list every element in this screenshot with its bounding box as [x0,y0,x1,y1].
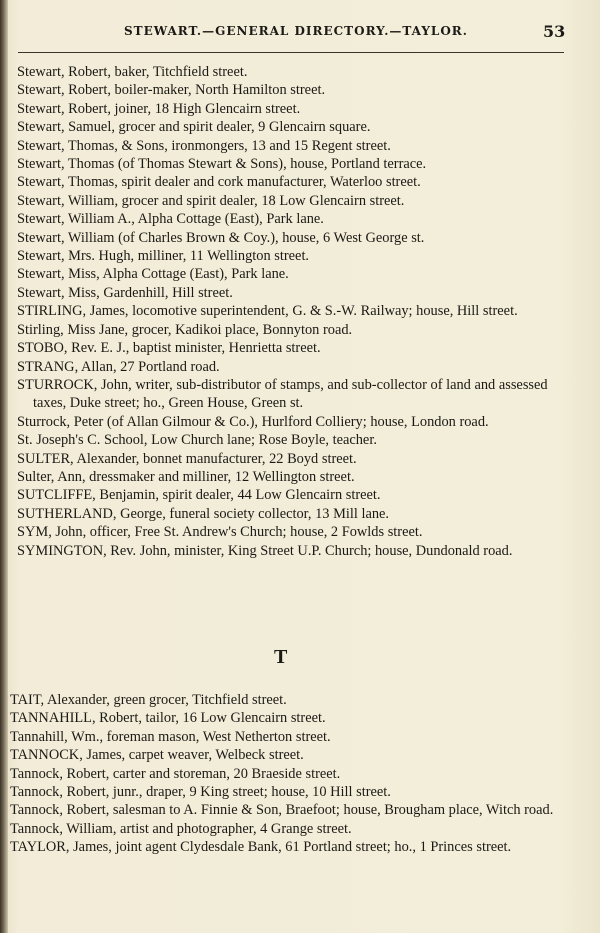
directory-entry: STRANG, Allan, 27 Portland road. [17,358,220,375]
directory-entry: Sturrock, Peter (of Allan Gilmour & Co.), Hurlford Colliery; house, London road. [17,413,489,430]
directory-entry: St. Joseph's C. School, Low Church lane; Rose Boyle, teacher. [17,432,377,449]
directory-entry: TANNOCK, James, carpet weaver, Welbeck street. [10,747,304,764]
directory-entry: Stewart, Robert, boiler-maker, North Hamilton street. [17,82,326,99]
directory-entry: Tannahill, Wm., foreman mason, West Netherton street. [10,728,331,745]
directory-entry: STURROCK, John, writer, sub-distributor of stamps, and sub-collector of land and assessed taxes, Duke street; ho., Green House, Green st. [17,376,548,412]
directory-entry: Stewart, Robert, baker, Titchfield street. [17,64,248,80]
directory-entry: Sulter, Ann, dressmaker and milliner, 12 Wellington street. [17,468,355,485]
section-letter-heading: T [274,646,288,668]
directory-entry: Stewart, William A., Alpha Cottage (East), Park lane. [17,211,324,228]
directory-entry: SYMINGTON, Rev. John, minister, King Street U.P. Church; house, Dundonald road. [17,542,513,559]
directory-entry: TAIT, Alexander, green grocer, Titchfield street. [10,692,287,708]
directory-entry: Stewart, Thomas, spirit dealer and cork manufacturer, Waterloo street. [17,174,421,191]
directory-entry: Stewart, Thomas, & Sons, ironmongers, 13 and 15 Regent street. [17,137,391,154]
directory-entry: Stewart, William, grocer and spirit dealer, 18 Low Glencairn street. [17,192,405,209]
directory-entry: Stirling, Miss Jane, grocer, Kadikoi place, Bonnyton road. [17,321,353,338]
directory-entries-t [10,691,572,857]
header-rule [18,52,564,53]
running-head: STEWART.—GENERAL DIRECTORY.—TAYLOR. [124,24,468,38]
directory-entry: SULTER, Alexander, bonnet manufacturer, 22 Boyd street. [17,450,357,467]
directory-entry: TANNAHILL, Robert, tailor, 16 Low Glencairn street. [10,710,326,727]
directory-entry: Stewart, Robert, joiner, 18 High Glencairn street. [17,100,301,117]
directory-entry: Tannock, Robert, carter and storeman, 20 Braeside street. [10,765,341,782]
directory-entry: Stewart, Miss, Alpha Cottage (East), Park lane. [17,266,289,283]
directory-entry: Stewart, Mrs. Hugh, milliner, 11 Wellington street. [17,248,310,265]
book-binding-edge [0,0,8,933]
directory-entry: Stewart, Miss, Gardenhill, Hill street. [17,284,233,301]
directory-entry: STIRLING, James, locomotive superintendent, G. & S.-W. Railway; house, Hill street. [17,303,518,320]
directory-entries-s [17,63,572,560]
directory-entry: Stewart, William (of Charles Brown & Coy.), house, 6 West George st. [17,229,425,246]
directory-entry: TAYLOR, James, joint agent Clydesdale Bank, 61 Portland street; ho., 1 Princes street. [10,839,512,856]
directory-entry: Stewart, Samuel, grocer and spirit dealer, 9 Glencairn square. [17,119,371,136]
directory-entry: Tannock, Robert, junr., draper, 9 King street; house, 10 Hill street. [10,784,391,801]
directory-entry: Tannock, Robert, salesman to A. Finnie & Son, Braefoot; house, Brougham place, Witch road. [10,802,554,819]
page-header [0,22,600,42]
directory-entry: Stewart, Thomas (of Thomas Stewart & Sons), house, Portland terrace. [17,156,427,173]
directory-entry: SUTHERLAND, George, funeral society collector, 13 Mill lane. [17,505,390,522]
directory-entry: SUTCLIFFE, Benjamin, spirit dealer, 44 Low Glencairn street. [17,487,381,504]
directory-entry: Tannock, William, artist and photographer, 4 Grange street. [10,820,352,837]
directory-entry: STOBO, Rev. E. J., baptist minister, Henrietta street. [17,340,321,357]
directory-entry: SYM, John, officer, Free St. Andrew's Church; house, 2 Fowlds street. [17,524,423,541]
page-number: 53 [543,22,566,41]
